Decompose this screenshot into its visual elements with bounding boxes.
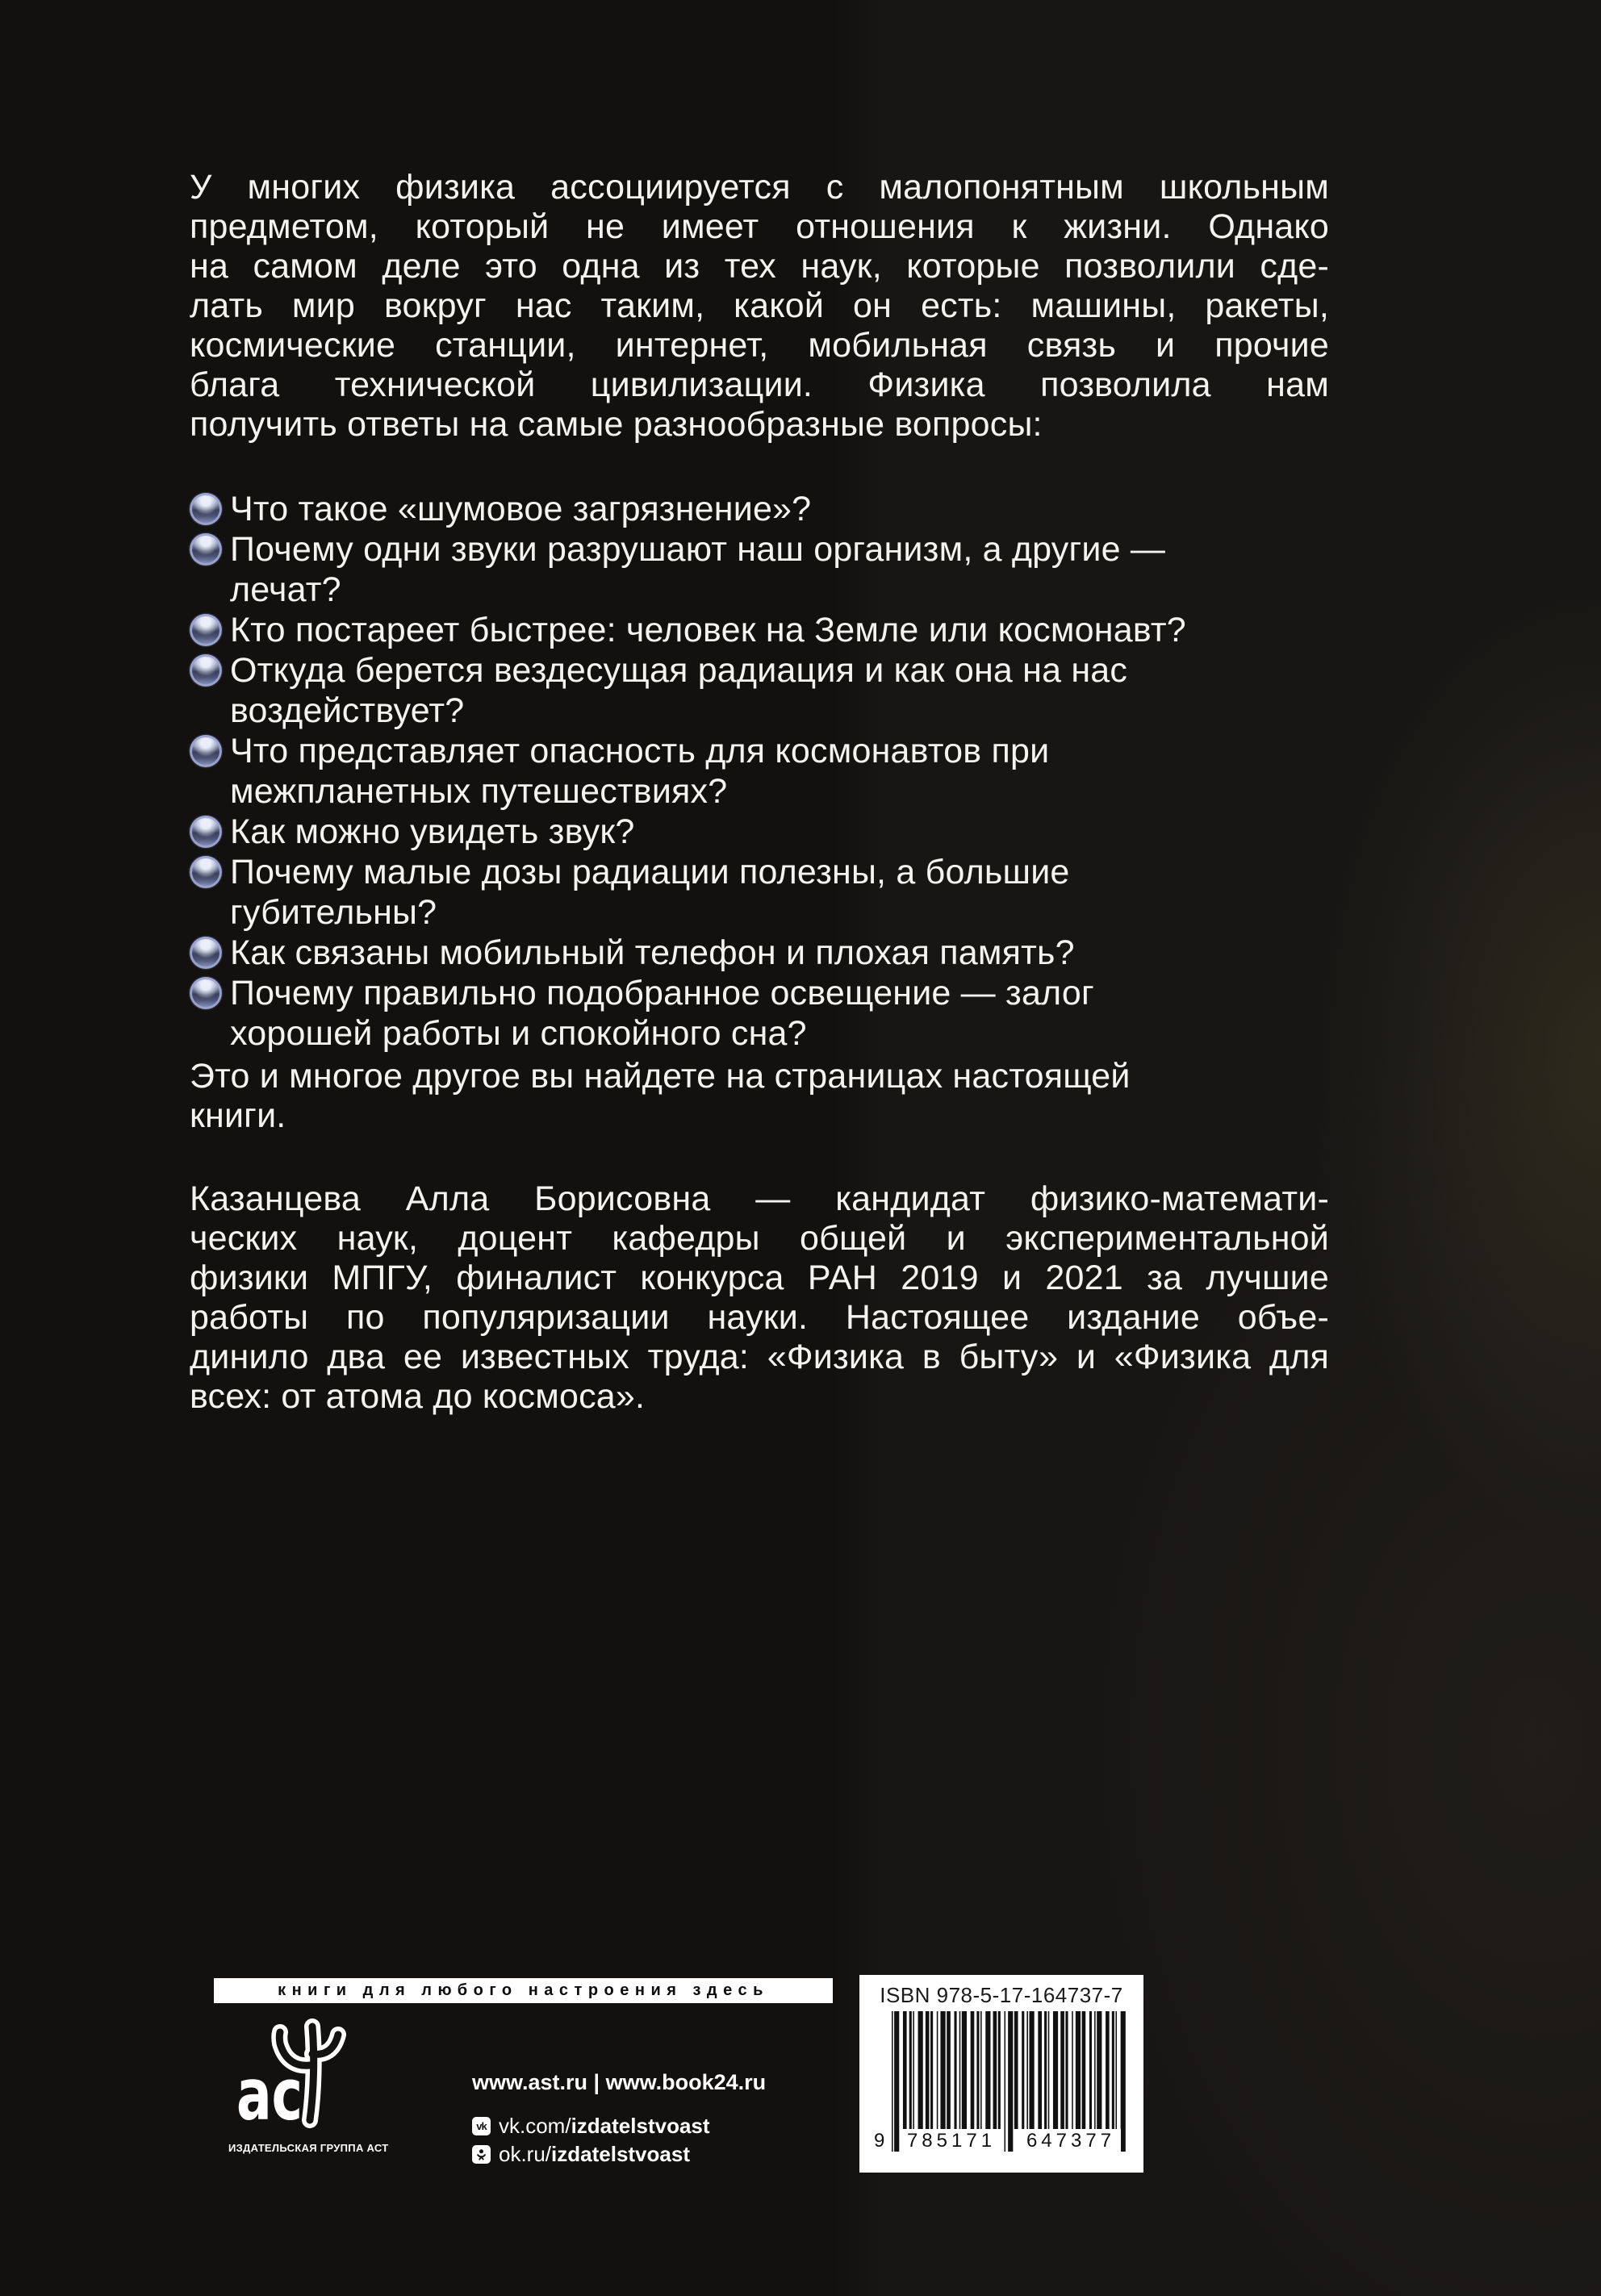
bullet-item: [190, 489, 1329, 529]
bullet-item: [190, 650, 1329, 731]
bullet-item: [190, 812, 1329, 852]
bullet-ball-icon: [190, 937, 222, 969]
bullet-text: лечат?: [230, 570, 341, 609]
bullet-item: [190, 852, 1329, 933]
bullet-text: губительны?: [230, 893, 437, 932]
text-line: Казанцева Алла Борисовна — кандидат физико-математи-: [190, 1179, 1329, 1218]
barcode-digit-group: 785171: [901, 2129, 1001, 2153]
vk-icon: [472, 2117, 491, 2135]
bullet-text: Почему одни звуки разрушают наш организм, а другие —: [230, 530, 1166, 569]
ast-logo: [228, 2014, 357, 2135]
barcode-digits: [872, 2129, 1131, 2153]
bullet-text: межпланетных путешествиях?: [230, 772, 728, 811]
site-links: www.ast.ru | www.book24.ru: [472, 2070, 767, 2094]
isbn-label: ISBN 978-5-17-164737-7: [880, 1983, 1123, 2007]
bullet-item: [190, 731, 1329, 812]
bullet-line: [190, 892, 1329, 933]
text-line: всех: от атома до космоса».: [190, 1377, 646, 1416]
bullet-text: Что представляет опасность для космонавтов при: [230, 732, 1050, 770]
bullet-ball-icon: [190, 856, 222, 888]
bullet-text: Откуда берется вездесущая радиация и как она на нас: [230, 651, 1128, 690]
bullet-text: Кто постареет быстрее: человек на Земле или космонавт?: [230, 611, 1186, 649]
bullet-text: Почему малые дозы радиации полезны, а большие: [230, 853, 1070, 891]
ok-handle: izdatelstvoast: [551, 2142, 690, 2166]
text-line: получить ответы на самые разнообразные вопросы:: [190, 405, 1043, 444]
bullet-line: [190, 570, 1329, 610]
ok-link-text: [499, 2142, 690, 2167]
bullet-text: хорошей работы и спокойного сна?: [230, 1014, 807, 1053]
bullet-line: [190, 610, 1329, 650]
bullet-text: Что такое «шумовое загрязнение»?: [230, 490, 812, 528]
bullet-line: [190, 1013, 1329, 1054]
bullet-ball-icon: [190, 614, 222, 646]
vk-icon-glyph: vk: [476, 2120, 487, 2132]
bullet-ball-icon: [190, 493, 222, 525]
bullet-line: [190, 812, 1329, 852]
tagline-strip: книги для любого настроения здесь: [214, 1978, 833, 2003]
author-paragraph: [190, 1179, 1329, 1417]
outro-paragraph: [190, 1057, 1329, 1136]
bullet-text: воздействует?: [230, 691, 465, 730]
intro-paragraph: [190, 168, 1329, 445]
isbn-box: [859, 1975, 1143, 2173]
text-line: космические станции, интернет, мобильная связь и прочие: [190, 326, 1329, 365]
bullet-ball-icon: [190, 977, 222, 1009]
ok-prefix: ok.ru/: [499, 2142, 552, 2166]
bullet-line: [190, 650, 1329, 691]
text-line: Это и многое другое вы найдете на страницах настоящей: [190, 1057, 1131, 1096]
bullet-list: [190, 489, 1329, 1054]
ok-person-glyph: [475, 2148, 487, 2160]
bullet-line: [190, 852, 1329, 892]
ok-icon: [472, 2145, 491, 2164]
bullet-item: [190, 610, 1329, 650]
bullet-line: [190, 489, 1329, 529]
text-line: динило два ее известных труда: «Физика в быту» и «Физика для: [190, 1338, 1329, 1376]
bullet-ball-icon: [190, 816, 222, 848]
bullet-line: [190, 731, 1329, 771]
bullet-text: Почему правильно подобранное освещение — залог: [230, 974, 1094, 1012]
text-line: блага технической цивилизации. Физика позволила нам: [190, 365, 1329, 404]
bullet-ball-icon: [190, 533, 222, 566]
ast-logo-letters: ас: [236, 2053, 303, 2135]
text-line: предметом, который не имеет отношения к жизни. Однако: [190, 207, 1329, 246]
bullet-line: [190, 529, 1329, 570]
vk-handle: izdatelstvoast: [571, 2114, 710, 2138]
bullet-line: [190, 973, 1329, 1013]
bullet-line: [190, 771, 1329, 812]
barcode-digit-group: 647377: [1021, 2129, 1121, 2153]
bullet-line: [190, 933, 1329, 973]
bullet-item: [190, 529, 1329, 610]
text-line: книги.: [190, 1096, 286, 1135]
bullet-item: [190, 973, 1329, 1054]
text-line: ческих наук, доцент кафедры общей и экспериментальной: [190, 1219, 1329, 1258]
publisher-caption: ИЗДАТЕЛЬСКАЯ ГРУППА АСТ: [228, 2142, 389, 2154]
ok-link: [472, 2142, 690, 2167]
text-line: работы по популяризации науки. Настоящее издание объе-: [190, 1298, 1329, 1337]
text-line: на самом деле это одна из тех наук, которые позволили сде-: [190, 247, 1329, 286]
barcode-digit-lead: 9: [874, 2130, 889, 2152]
barcode: [872, 2011, 1131, 2155]
bullet-text: Как можно увидеть звук?: [230, 812, 635, 851]
bullet-text: Как связаны мобильный телефон и плохая память?: [230, 933, 1075, 972]
bullet-ball-icon: [190, 735, 222, 767]
text-line: лать мир вокруг нас таким, какой он есть: машины, ракеты,: [190, 286, 1329, 325]
vk-link: [472, 2114, 710, 2139]
vk-prefix: vk.com/: [499, 2114, 571, 2138]
text-line: У многих физика ассоциируется с малопонятным школьным: [190, 168, 1329, 207]
bullet-line: [190, 691, 1329, 731]
bullet-item: [190, 933, 1329, 973]
bullet-ball-icon: [190, 654, 222, 687]
text-line: физики МПГУ, финалист конкурса РАН 2019 и 2021 за лучшие: [190, 1259, 1329, 1297]
vk-link-text: [499, 2114, 710, 2139]
